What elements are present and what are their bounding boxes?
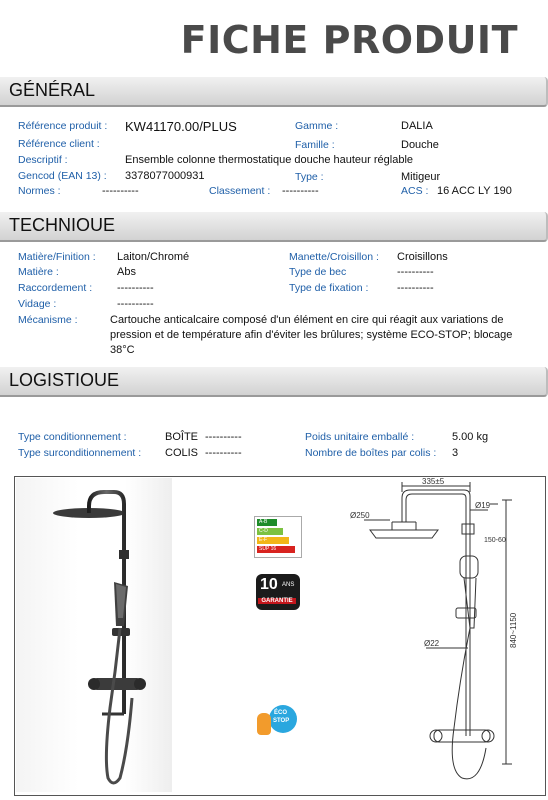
eco-stop-badge <box>257 705 297 737</box>
dim-offset: 150-60 <box>484 537 506 544</box>
hand-icon <box>257 713 271 735</box>
matiere-label: Matière : <box>18 266 59 278</box>
gamme-label: Gamme : <box>295 120 339 132</box>
dim-width: 335±5 <box>422 478 445 486</box>
nombre-label: Nombre de boîtes par colis : <box>305 447 437 459</box>
descriptif-value: Ensemble colonne thermostatique douche hauteur réglable <box>125 154 414 166</box>
raccordement-label: Raccordement : <box>18 282 93 294</box>
guarantee-number: 10 <box>260 576 278 593</box>
shower-hose <box>106 628 132 783</box>
energy-row-2: C-D <box>257 528 283 535</box>
matiere-finition-value: Laiton/Chromé <box>117 251 190 263</box>
type-fixation-label: Type de fixation : <box>289 282 369 294</box>
dim-head: Ø250 <box>350 511 370 520</box>
classement-label: Classement : <box>209 185 271 197</box>
ref-client-label: Référence client : <box>18 138 100 150</box>
type-bec-label: Type de bec <box>289 266 347 278</box>
product-photo <box>16 478 172 792</box>
section-band-general <box>0 77 548 107</box>
section-band-technique <box>0 212 548 242</box>
mecanisme-value: Cartouche anticalcaire composé d'un élément en cire qui réagit aux variations de pression et de température afin d'éviter les brûlures; système ECO-STOP; blocage 38°C <box>110 314 513 356</box>
type-cond-label: Type conditionnement : <box>18 431 127 443</box>
section-title-technique: TECHNIOUE <box>9 215 116 235</box>
energy-row-1: A-B <box>257 519 277 526</box>
classement-value: ---------- <box>282 185 319 197</box>
type-cond-value: BOÎTE <box>165 431 199 443</box>
type-cond-dash: ---------- <box>205 431 242 443</box>
guarantee-unit: ANS <box>282 582 295 588</box>
height-connector <box>119 550 129 559</box>
energy-badge <box>254 516 302 558</box>
normes-label: Normes : <box>18 185 61 197</box>
guarantee-text: GARANTIE <box>258 598 296 604</box>
type-surcond-label: Type surconditionnement : <box>18 447 142 459</box>
nombre-value: 3 <box>452 447 459 459</box>
gencod-label: Gencod (EAN 13) : <box>18 170 107 182</box>
manette-value: Croisillons <box>397 251 448 263</box>
type-label: Type : <box>295 171 324 183</box>
dim-height: 840~1150 <box>509 612 518 648</box>
type-surcond-value: COLIS <box>165 447 199 459</box>
gencod-value: 3378077000931 <box>125 170 205 182</box>
ref-produit-label: Référence produit : <box>18 120 108 132</box>
gamme-value: DALIA <box>401 120 433 132</box>
section-band-logistique <box>0 367 548 397</box>
descriptif-label: Descriptif : <box>18 154 68 166</box>
famille-label: Famille : <box>295 139 335 151</box>
eco-stop-line2: STOP <box>273 718 290 724</box>
type-bec-value: ---------- <box>397 266 434 278</box>
vidage-label: Vidage : <box>18 298 57 310</box>
energy-row-4: SUP 16 <box>257 546 295 553</box>
guarantee-badge <box>256 574 300 610</box>
poids-label: Poids unitaire emballé : <box>305 431 415 443</box>
raccordement-value: ---------- <box>117 282 154 294</box>
dim-arm: Ø19 <box>475 501 491 510</box>
famille-value: Douche <box>401 139 439 151</box>
mecanisme-label: Mécanisme : <box>18 314 78 326</box>
eco-stop-line1: ÉCO <box>274 710 288 716</box>
normes-value: ---------- <box>102 185 139 197</box>
type-surcond-dash: ---------- <box>205 447 242 459</box>
ref-produit-value: KW41170.00/PLUS <box>125 119 237 134</box>
section-title-logistique: LOGISTIOUE <box>9 370 120 390</box>
type-value: Mitigeur <box>401 171 441 183</box>
poids-value: 5.00 kg <box>452 431 489 443</box>
matiere-value: Abs <box>117 266 136 278</box>
energy-row-3: E-F <box>257 537 289 544</box>
matiere-finition-label: Matière/Finition : <box>18 251 96 263</box>
dim-tube: Ø22 <box>424 639 440 648</box>
acs-label: ACS : <box>401 185 429 197</box>
acs-value: 16 ACC LY 190 <box>437 185 512 197</box>
technical-drawing <box>330 478 542 792</box>
type-fixation-value: ---------- <box>397 282 434 294</box>
manette-label: Manette/Croisillon : <box>289 251 379 263</box>
vidage-value: ---------- <box>117 298 154 310</box>
section-title-general: GÉNÉRAL <box>9 80 96 100</box>
page-title: FICHE PRODUIT <box>180 18 518 62</box>
